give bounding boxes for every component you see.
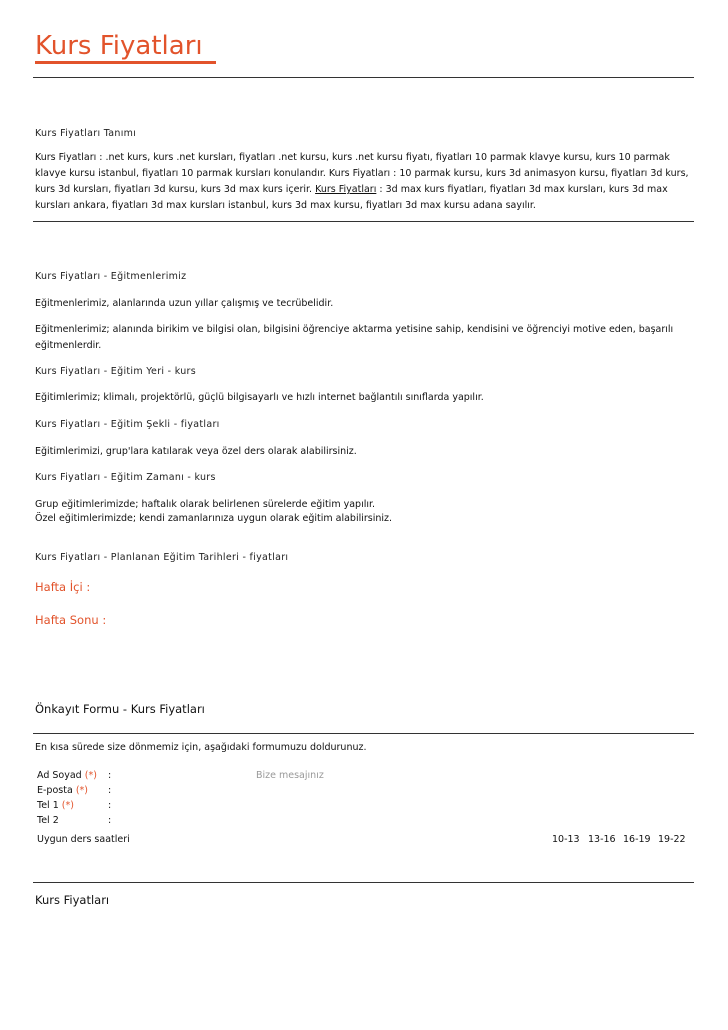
colon: : [108, 800, 112, 811]
required-mark: (*) [61, 800, 74, 811]
paragraph-text: Kurs Fiyatları : .net kurs, kurs .net kursları, fiyatları .net kursu, kurs .net kursu fiyatı, fiyatları 10 parmak klavye kursu, kurs 10 parmak klavye kursu istanbul, fiyatları 10 parmak kursları konulandır. Kurs Fiyatları : 10 parmak kursu, kurs 3d animasyon kursu, fiyatları 3d kurs, kurs 3d kursları, fiyatları 3d kursu, kurs 3d max kurs içerir. [35, 152, 689, 195]
section-heading-tanim: Kurs Fiyatları Tanımı [35, 128, 137, 139]
kurs-fiyatlari-link[interactable]: Kurs Fiyatları [315, 184, 377, 195]
ad-soyad-label [37, 770, 97, 781]
paragraph-yer: Eğitimlerimiz; klimalı, projektörlü, güçlü bilgisayarlı ve hızlı internet bağlantılı sınıflarda yapılır. [35, 392, 484, 403]
hour-option-19-22[interactable]: 19-22 [658, 834, 686, 845]
paragraph-sekil: Eğitimlerimizi, grup'lara katılarak veya özel ders olarak alabilirsiniz. [35, 446, 357, 457]
page-title: Kurs Fiyatları [35, 31, 203, 61]
header-divider [33, 77, 694, 78]
title-underline [35, 61, 216, 64]
footer-divider [33, 882, 694, 883]
hour-option-10-13[interactable]: 10-13 [552, 834, 580, 845]
hour-option-13-16[interactable]: 13-16 [588, 834, 616, 845]
required-mark: (*) [84, 770, 97, 781]
ad-soyad-input[interactable] [116, 766, 241, 782]
paragraph-text: : 3d max kurs fiyatları, fiyatları 3d max kursları, kurs 3d max kursları ankara, fiyatları 3d max kursları istanbul, kurs 3d max kursu, fiyatları 3d max kursu adana sayılır. [35, 184, 668, 211]
section1-divider [33, 221, 694, 222]
tel2-input[interactable] [116, 811, 241, 827]
paragraph-zaman-2: Özel eğitimlerimizde; kendi zamanlarınıza uygun olarak eğitim alabilirsiniz. [35, 513, 393, 524]
footer-title: Kurs Fiyatları [35, 893, 110, 907]
colon: : [108, 770, 112, 781]
label-text: Ad Soyad [37, 770, 82, 781]
paragraph-egitmen-2: Eğitmenlerimiz; alanında birikim ve bilgisi olan, bilgisini öğrenciye aktarma yetisine sahip, kendisini ve öğrenciyi motive eden, başarılı eğitmenlerdir. [35, 324, 674, 351]
section-heading-sekil: Kurs Fiyatları - Eğitim Şekli - fiyatları [35, 419, 220, 430]
hours-label: Uygun ders saatleri [37, 834, 130, 845]
hafta-sonu-label: Hafta Sonu : [35, 613, 107, 627]
tel2-label: Tel 2 [37, 815, 59, 826]
paragraph-zaman-1: Grup eğitimlerimizde; haftalık olarak belirlenen sürelerde eğitim yapılır. [35, 499, 376, 510]
section-heading-zaman: Kurs Fiyatları - Eğitim Zamanı - kurs [35, 472, 216, 483]
section-heading-tarih: Kurs Fiyatları - Planlanan Eğitim Tarihleri - fiyatları [35, 552, 289, 563]
section-heading-yer: Kurs Fiyatları - Eğitim Yeri - kurs [35, 366, 197, 377]
eposta-label [37, 785, 88, 796]
colon: : [108, 815, 112, 826]
form-title: Önkayıt Formu - Kurs Fiyatları [35, 702, 205, 716]
required-mark: (*) [75, 785, 88, 796]
form-divider [33, 733, 694, 734]
hour-option-16-19[interactable]: 16-19 [623, 834, 651, 845]
label-text: Tel 1 [37, 800, 59, 811]
form-intro: En kısa sürede size dönmemiz için, aşağıdaki formumuzu doldurunuz. [35, 742, 367, 753]
section-heading-egitmen: Kurs Fiyatları - Eğitmenlerimiz [35, 271, 187, 282]
label-text: E-posta [37, 785, 73, 796]
hafta-ici-label: Hafta İçi : [35, 580, 91, 594]
paragraph-egitmen-1: Eğitmenlerimiz, alanlarında uzun yıllar çalışmış ve tecrübelidir. [35, 298, 334, 309]
tel1-label [37, 800, 74, 811]
colon: : [108, 785, 112, 796]
tel1-input[interactable] [116, 796, 241, 812]
section-paragraph-tanim [35, 150, 695, 214]
eposta-input[interactable] [116, 781, 241, 797]
message-textarea[interactable]: Bize mesajınız [256, 770, 324, 781]
